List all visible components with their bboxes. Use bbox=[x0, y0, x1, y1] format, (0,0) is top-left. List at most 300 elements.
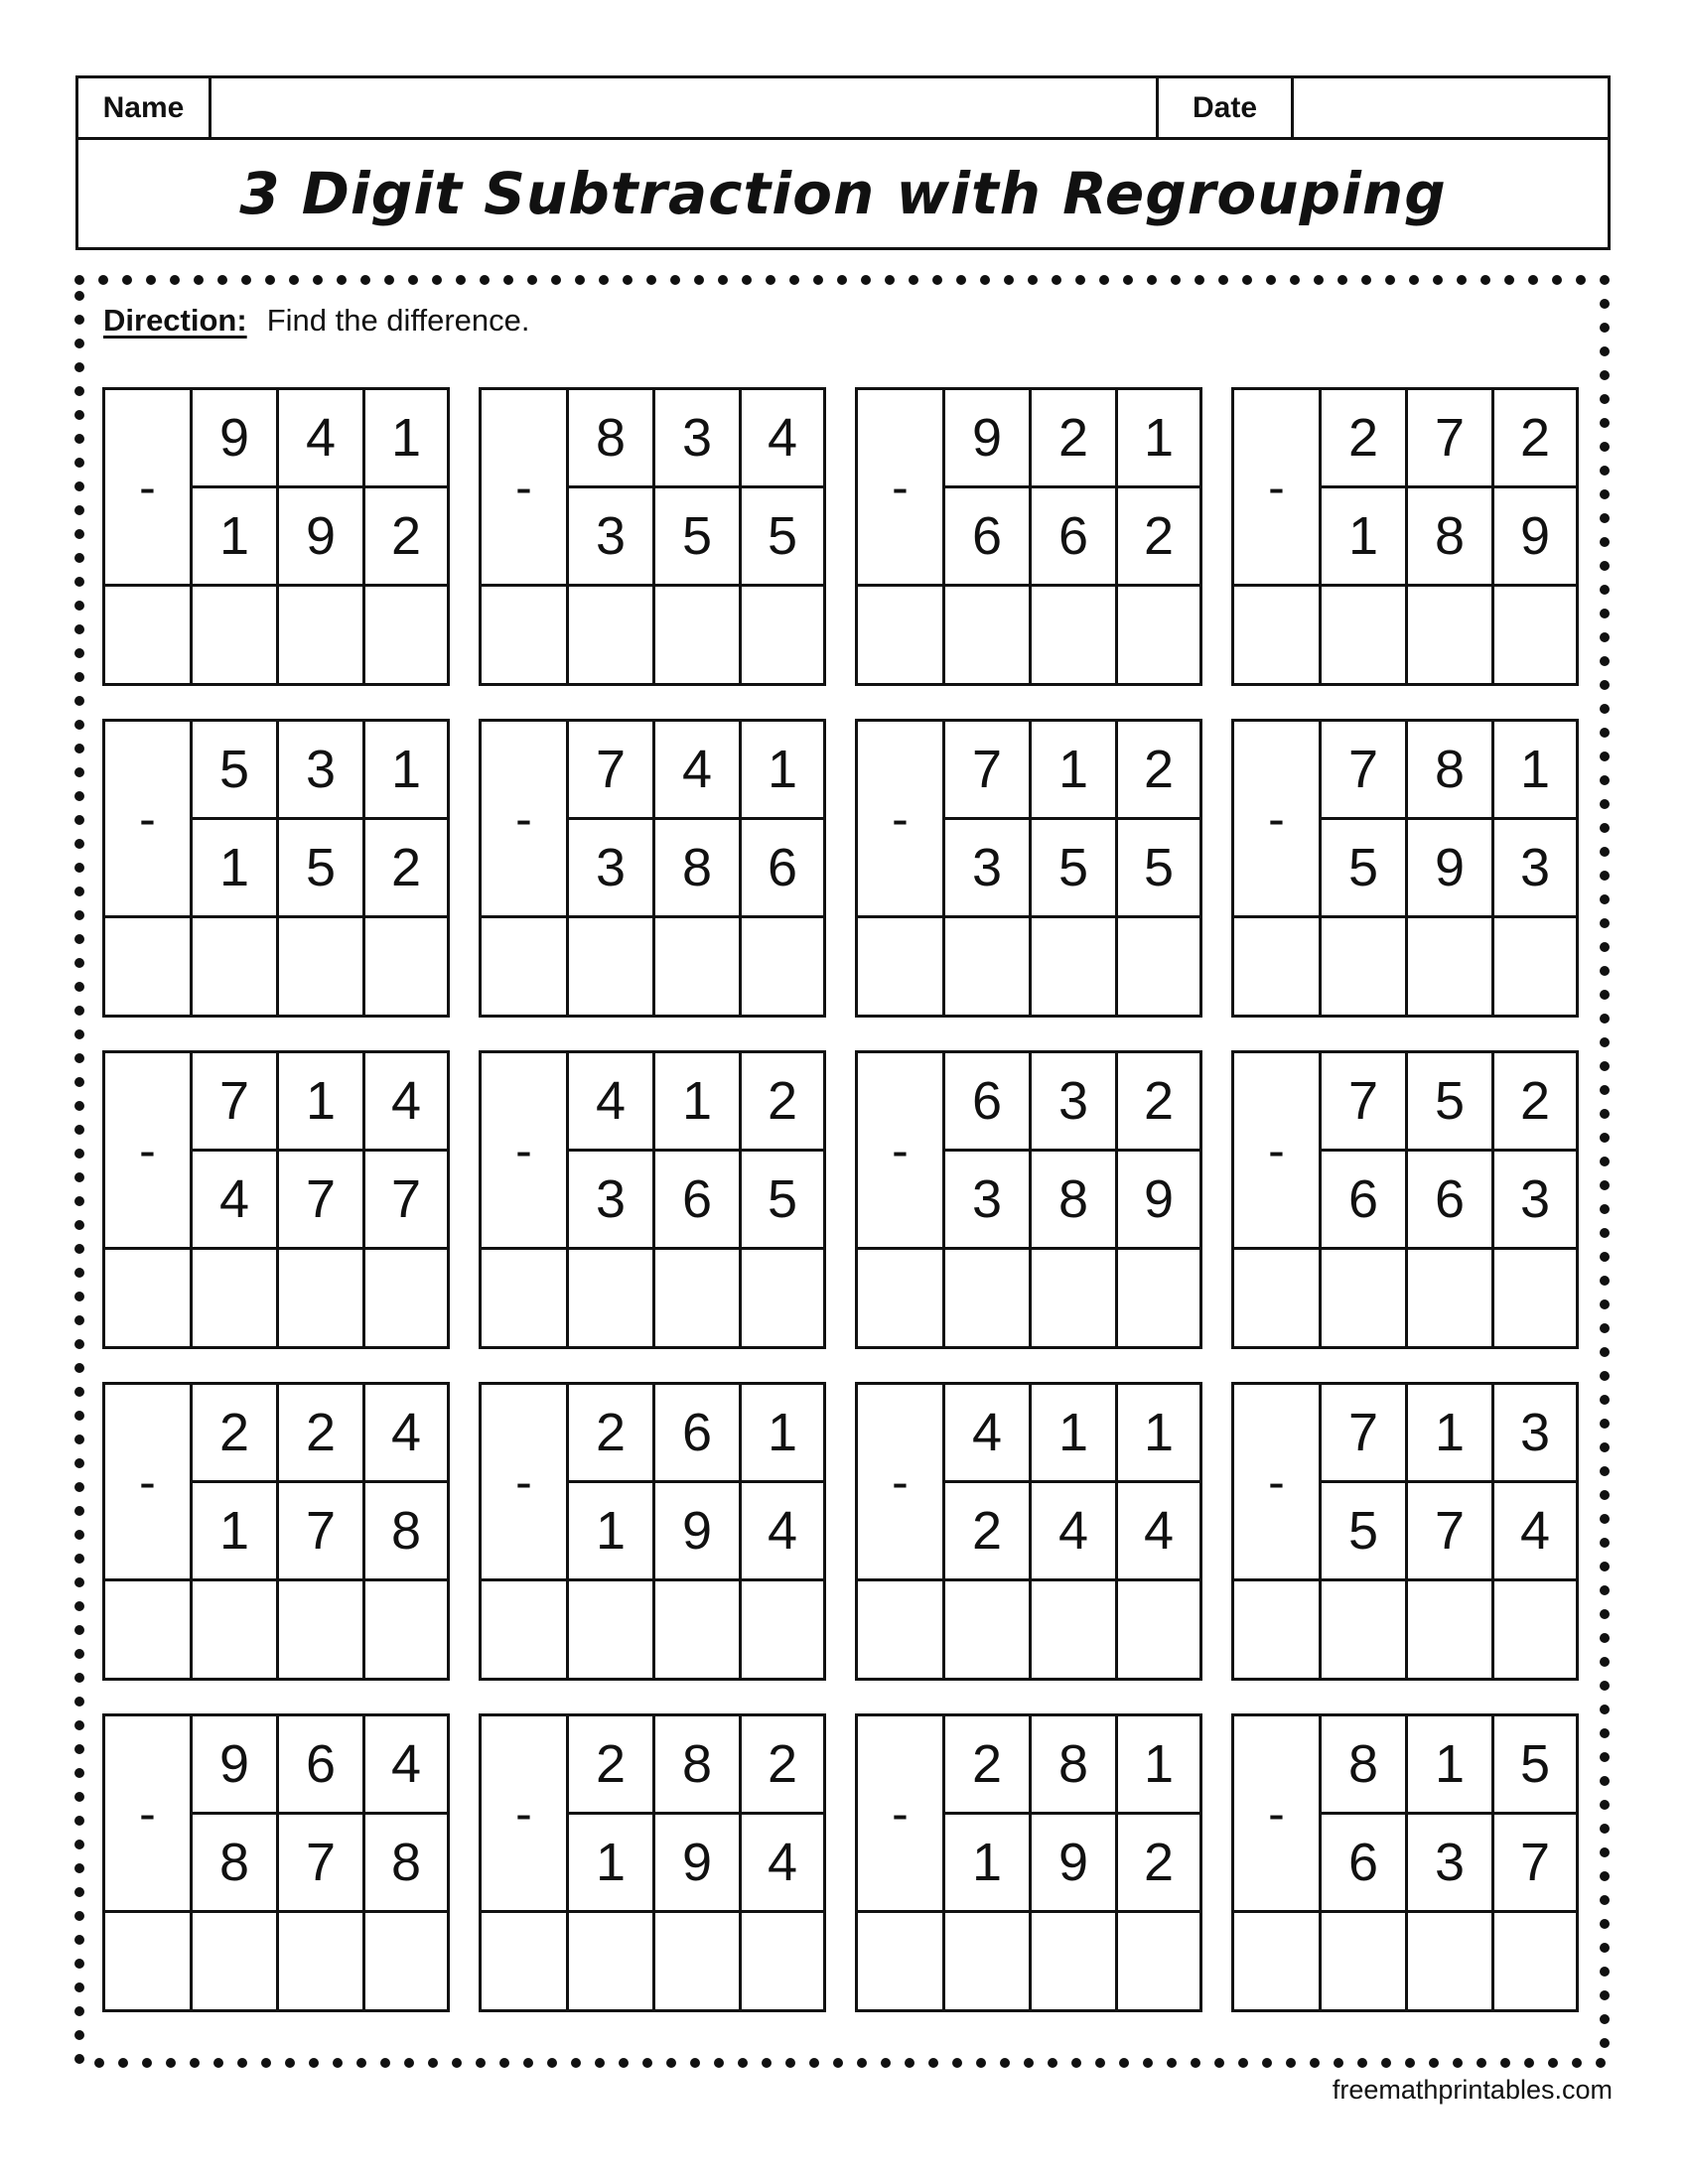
minus-sign: - bbox=[858, 722, 945, 918]
answer-cell[interactable] bbox=[858, 1250, 945, 1346]
answer-cell[interactable] bbox=[482, 1250, 569, 1346]
answer-cell[interactable] bbox=[482, 1581, 569, 1678]
minus-sign: - bbox=[858, 1385, 945, 1581]
subtrahend-digit: 2 bbox=[390, 838, 422, 897]
minus-sign: - bbox=[1234, 722, 1322, 918]
answer-cell[interactable] bbox=[655, 587, 742, 683]
answer-cell[interactable] bbox=[1032, 1581, 1118, 1678]
minuend-digit: 5 bbox=[193, 722, 279, 817]
answer-cell[interactable] bbox=[1494, 587, 1576, 683]
minuend-digit: 2 bbox=[193, 1385, 279, 1480]
answer-cell[interactable] bbox=[193, 1581, 279, 1678]
subtrahend-digit: 1 bbox=[193, 488, 279, 584]
minuend-row bbox=[945, 390, 1199, 488]
minuend-digit: 7 bbox=[1322, 1053, 1408, 1149]
subtrahend-digit: 8 bbox=[1032, 1152, 1118, 1247]
minuend-digit: 1 bbox=[1143, 408, 1175, 468]
subtrahend-digit: 9 bbox=[1519, 506, 1551, 566]
subtrahend-digit: 7 bbox=[1519, 1833, 1551, 1892]
problem-box bbox=[102, 1713, 450, 2012]
subtrahend-row bbox=[193, 488, 447, 587]
subtrahend-row bbox=[945, 488, 1199, 587]
minuend-row bbox=[193, 390, 447, 488]
subtrahend-digit: 5 bbox=[655, 488, 742, 584]
answer-cell[interactable] bbox=[482, 587, 569, 683]
answer-cell[interactable] bbox=[1032, 918, 1118, 1015]
answer-cell[interactable] bbox=[569, 1250, 655, 1346]
subtrahend-digit: 6 bbox=[1408, 1152, 1494, 1247]
answer-cell[interactable] bbox=[365, 918, 447, 1015]
minuend-digit: 9 bbox=[945, 390, 1032, 485]
subtrahend-digit: 6 bbox=[945, 488, 1032, 584]
answer-cell[interactable] bbox=[365, 587, 447, 683]
subtrahend-digit: 5 bbox=[767, 506, 798, 566]
answer-cell[interactable] bbox=[1118, 1913, 1199, 2009]
minuend-digit: 1 bbox=[655, 1053, 742, 1149]
date-label: Date bbox=[1159, 78, 1294, 137]
answer-cell[interactable] bbox=[655, 918, 742, 1015]
minus-sign: - bbox=[1234, 1385, 1322, 1581]
answer-cell[interactable] bbox=[1494, 918, 1576, 1015]
minuend-row bbox=[569, 722, 823, 820]
answer-cell[interactable] bbox=[1118, 1581, 1199, 1678]
answer-cell[interactable] bbox=[858, 1913, 945, 2009]
answer-cell[interactable] bbox=[279, 1913, 365, 2009]
subtrahend-digit: 7 bbox=[390, 1169, 422, 1229]
answer-row bbox=[105, 918, 447, 1015]
subtrahend-digit: 8 bbox=[390, 1501, 422, 1561]
subtrahend-row bbox=[193, 1815, 447, 1913]
subtrahend-digit: 5 bbox=[279, 820, 365, 915]
subtrahend-digit: 6 bbox=[1322, 1815, 1408, 1910]
answer-cell[interactable] bbox=[1234, 1913, 1322, 2009]
minuend-row bbox=[193, 1053, 447, 1152]
problem-box bbox=[102, 719, 450, 1018]
answer-cell[interactable] bbox=[279, 1581, 365, 1678]
answer-row bbox=[482, 1581, 823, 1678]
minuend-digit: 4 bbox=[569, 1053, 655, 1149]
problem-box bbox=[479, 387, 826, 686]
answer-row bbox=[482, 918, 823, 1015]
answer-row bbox=[858, 1913, 1199, 2009]
subtrahend-digit: 5 bbox=[1032, 820, 1118, 915]
subtrahend-digit: 9 bbox=[1143, 1169, 1175, 1229]
problem-box bbox=[855, 387, 1202, 686]
answer-cell[interactable] bbox=[742, 1913, 823, 2009]
minuend-digit: 4 bbox=[655, 722, 742, 817]
answer-cell[interactable] bbox=[105, 1250, 193, 1346]
minuend-digit: 2 bbox=[1143, 1071, 1175, 1131]
answer-cell[interactable] bbox=[1234, 587, 1322, 683]
subtrahend-digit: 2 bbox=[390, 506, 422, 566]
minus-sign: - bbox=[482, 722, 569, 918]
answer-cell[interactable] bbox=[482, 1913, 569, 2009]
subtrahend-digit: 8 bbox=[655, 820, 742, 915]
minuend-digit: 1 bbox=[1032, 1385, 1118, 1480]
answer-cell[interactable] bbox=[193, 1913, 279, 2009]
minuend-digit: 3 bbox=[1519, 1403, 1551, 1462]
subtrahend-row bbox=[945, 1483, 1199, 1581]
minuend-row bbox=[945, 1716, 1199, 1815]
answer-cell[interactable] bbox=[945, 1581, 1032, 1678]
answer-cell[interactable] bbox=[1408, 918, 1494, 1015]
minuend-digit: 1 bbox=[1032, 722, 1118, 817]
minus-sign: - bbox=[105, 1716, 193, 1913]
subtrahend-digit: 3 bbox=[945, 1152, 1032, 1247]
answer-cell[interactable] bbox=[105, 1581, 193, 1678]
minus-sign: - bbox=[482, 390, 569, 587]
minuend-digit: 2 bbox=[569, 1716, 655, 1812]
subtrahend-digit: 1 bbox=[945, 1815, 1032, 1910]
minuend-digit: 4 bbox=[767, 408, 798, 468]
answer-cell[interactable] bbox=[365, 1581, 447, 1678]
answer-cell[interactable] bbox=[193, 918, 279, 1015]
direction-label: Direction: bbox=[103, 303, 247, 338]
answer-row bbox=[1234, 1581, 1576, 1678]
answer-cell[interactable] bbox=[279, 587, 365, 683]
answer-cell[interactable] bbox=[858, 587, 945, 683]
minuend-digit: 7 bbox=[193, 1053, 279, 1149]
answer-cell[interactable] bbox=[1322, 918, 1408, 1015]
problem-box bbox=[102, 387, 450, 686]
answer-row bbox=[105, 1913, 447, 2009]
subtrahend-digit: 4 bbox=[767, 1833, 798, 1892]
minuend-digit: 1 bbox=[390, 740, 422, 799]
answer-cell[interactable] bbox=[1118, 1250, 1199, 1346]
minuend-digit: 1 bbox=[279, 1053, 365, 1149]
minuend-digit: 7 bbox=[1322, 1385, 1408, 1480]
subtrahend-digit: 6 bbox=[1322, 1152, 1408, 1247]
subtrahend-digit: 5 bbox=[1143, 838, 1175, 897]
answer-cell[interactable] bbox=[945, 918, 1032, 1015]
answer-cell[interactable] bbox=[1494, 1581, 1576, 1678]
answer-cell[interactable] bbox=[945, 1913, 1032, 2009]
subtrahend-row bbox=[1322, 820, 1576, 918]
subtrahend-digit: 4 bbox=[193, 1152, 279, 1247]
subtrahend-digit: 6 bbox=[1032, 488, 1118, 584]
subtrahend-row bbox=[569, 1483, 823, 1581]
subtrahend-row bbox=[1322, 1815, 1576, 1913]
minuend-digit: 6 bbox=[945, 1053, 1032, 1149]
answer-cell[interactable] bbox=[1234, 1581, 1322, 1678]
subtrahend-row bbox=[945, 820, 1199, 918]
answer-cell[interactable] bbox=[655, 1250, 742, 1346]
minuend-row bbox=[1322, 1053, 1576, 1152]
subtrahend-row bbox=[193, 1483, 447, 1581]
minuend-row bbox=[569, 390, 823, 488]
answer-row bbox=[858, 1581, 1199, 1678]
answer-cell[interactable] bbox=[1032, 587, 1118, 683]
minus-sign: - bbox=[482, 1053, 569, 1250]
subtrahend-digit: 1 bbox=[1322, 488, 1408, 584]
minuend-digit: 4 bbox=[279, 390, 365, 485]
name-label: Name bbox=[78, 78, 211, 137]
subtrahend-row bbox=[945, 1815, 1199, 1913]
answer-row bbox=[482, 1250, 823, 1346]
minuend-digit: 3 bbox=[655, 390, 742, 485]
answer-cell[interactable] bbox=[1494, 1250, 1576, 1346]
subtrahend-digit: 1 bbox=[569, 1483, 655, 1578]
minus-sign: - bbox=[105, 722, 193, 918]
minuend-digit: 1 bbox=[767, 740, 798, 799]
answer-cell[interactable] bbox=[1408, 587, 1494, 683]
problem-box bbox=[102, 1382, 450, 1681]
answer-row bbox=[1234, 587, 1576, 683]
minuend-digit: 3 bbox=[1032, 1053, 1118, 1149]
answer-cell[interactable] bbox=[1408, 1913, 1494, 2009]
answer-cell[interactable] bbox=[1494, 1913, 1576, 2009]
answer-row bbox=[105, 1581, 447, 1678]
answer-cell[interactable] bbox=[1032, 1913, 1118, 2009]
minuend-digit: 9 bbox=[193, 390, 279, 485]
minuend-digit: 8 bbox=[1408, 722, 1494, 817]
subtrahend-row bbox=[569, 1152, 823, 1250]
answer-cell[interactable] bbox=[1322, 1913, 1408, 2009]
subtrahend-digit: 9 bbox=[655, 1815, 742, 1910]
subtrahend-digit: 7 bbox=[279, 1483, 365, 1578]
answer-cell[interactable] bbox=[569, 1581, 655, 1678]
minuend-digit: 1 bbox=[1519, 740, 1551, 799]
subtrahend-digit: 9 bbox=[1032, 1815, 1118, 1910]
answer-cell[interactable] bbox=[365, 1913, 447, 2009]
problem-box bbox=[855, 1382, 1202, 1681]
answer-row bbox=[105, 1250, 447, 1346]
subtrahend-digit: 3 bbox=[945, 820, 1032, 915]
subtrahend-digit: 8 bbox=[390, 1833, 422, 1892]
subtrahend-digit: 4 bbox=[1519, 1501, 1551, 1561]
answer-row bbox=[1234, 1250, 1576, 1346]
answer-row bbox=[858, 918, 1199, 1015]
minuend-digit: 7 bbox=[945, 722, 1032, 817]
minuend-digit: 8 bbox=[1032, 1716, 1118, 1812]
subtrahend-digit: 6 bbox=[655, 1152, 742, 1247]
minuend-digit: 4 bbox=[390, 1403, 422, 1462]
subtrahend-digit: 2 bbox=[945, 1483, 1032, 1578]
minuend-digit: 2 bbox=[279, 1385, 365, 1480]
subtrahend-digit: 2 bbox=[1143, 506, 1175, 566]
answer-cell[interactable] bbox=[1118, 587, 1199, 683]
answer-cell[interactable] bbox=[193, 587, 279, 683]
answer-cell[interactable] bbox=[742, 918, 823, 1015]
subtrahend-row bbox=[1322, 1483, 1576, 1581]
subtrahend-digit: 9 bbox=[1408, 820, 1494, 915]
answer-cell[interactable] bbox=[105, 587, 193, 683]
minuend-digit: 6 bbox=[655, 1385, 742, 1480]
answer-cell[interactable] bbox=[105, 918, 193, 1015]
subtrahend-digit: 2 bbox=[1143, 1833, 1175, 1892]
worksheet-title: 3 Digit Subtraction with Regrouping bbox=[239, 160, 1447, 227]
minuend-digit: 5 bbox=[1408, 1053, 1494, 1149]
problem-box bbox=[855, 719, 1202, 1018]
subtrahend-row bbox=[569, 820, 823, 918]
answer-cell[interactable] bbox=[742, 587, 823, 683]
subtrahend-digit: 3 bbox=[1519, 838, 1551, 897]
minuend-digit: 8 bbox=[655, 1716, 742, 1812]
subtrahend-digit: 9 bbox=[279, 488, 365, 584]
minuend-digit: 4 bbox=[390, 1071, 422, 1131]
subtrahend-digit: 7 bbox=[279, 1815, 365, 1910]
minuend-digit: 2 bbox=[945, 1716, 1032, 1812]
answer-cell[interactable] bbox=[279, 918, 365, 1015]
subtrahend-digit: 1 bbox=[193, 820, 279, 915]
minuend-row bbox=[193, 1716, 447, 1815]
answer-cell[interactable] bbox=[742, 1250, 823, 1346]
answer-cell[interactable] bbox=[945, 587, 1032, 683]
minuend-row bbox=[945, 722, 1199, 820]
subtrahend-row bbox=[193, 820, 447, 918]
answer-cell[interactable] bbox=[655, 1581, 742, 1678]
minuend-digit: 2 bbox=[1519, 1071, 1551, 1131]
minuend-digit: 2 bbox=[1143, 740, 1175, 799]
problem-box bbox=[855, 1713, 1202, 2012]
minus-sign: - bbox=[105, 1053, 193, 1250]
subtrahend-digit: 3 bbox=[1519, 1169, 1551, 1229]
problem-box bbox=[479, 1050, 826, 1349]
direction-text: Find the difference. bbox=[266, 303, 530, 338]
minuend-digit: 2 bbox=[1322, 390, 1408, 485]
subtrahend-digit: 3 bbox=[569, 488, 655, 584]
subtrahend-digit: 5 bbox=[1322, 1483, 1408, 1578]
minuend-row bbox=[193, 722, 447, 820]
problem-box bbox=[1231, 1713, 1579, 2012]
problem-box bbox=[479, 1713, 826, 2012]
minuend-digit: 3 bbox=[279, 722, 365, 817]
minuend-digit: 2 bbox=[1519, 408, 1551, 468]
minuend-digit: 7 bbox=[1322, 722, 1408, 817]
minus-sign: - bbox=[858, 390, 945, 587]
subtrahend-row bbox=[1322, 488, 1576, 587]
subtrahend-digit: 7 bbox=[1408, 1483, 1494, 1578]
answer-cell[interactable] bbox=[1322, 587, 1408, 683]
minus-sign: - bbox=[858, 1716, 945, 1913]
minuend-digit: 7 bbox=[569, 722, 655, 817]
answer-row bbox=[1234, 1913, 1576, 2009]
minuend-row bbox=[1322, 1716, 1576, 1815]
subtrahend-digit: 3 bbox=[569, 820, 655, 915]
subtrahend-digit: 3 bbox=[1408, 1815, 1494, 1910]
problem-box bbox=[102, 1050, 450, 1349]
minuend-row bbox=[1322, 1385, 1576, 1483]
minus-sign: - bbox=[482, 1716, 569, 1913]
minus-sign: - bbox=[105, 390, 193, 587]
problem-box bbox=[855, 1050, 1202, 1349]
minuend-row bbox=[1322, 390, 1576, 488]
subtrahend-digit: 7 bbox=[279, 1152, 365, 1247]
answer-row bbox=[858, 1250, 1199, 1346]
minuend-digit: 8 bbox=[1322, 1716, 1408, 1812]
subtrahend-digit: 5 bbox=[1322, 820, 1408, 915]
minuend-digit: 8 bbox=[569, 390, 655, 485]
minuend-row bbox=[945, 1053, 1199, 1152]
minus-sign: - bbox=[858, 1053, 945, 1250]
minuend-digit: 5 bbox=[1519, 1734, 1551, 1794]
minuend-digit: 1 bbox=[1143, 1403, 1175, 1462]
subtrahend-digit: 5 bbox=[767, 1169, 798, 1229]
minuend-digit: 1 bbox=[1408, 1716, 1494, 1812]
answer-cell[interactable] bbox=[742, 1581, 823, 1678]
footer-site: freemathprintables.com bbox=[1332, 2075, 1613, 2105]
minuend-row bbox=[569, 1053, 823, 1152]
minuend-digit: 1 bbox=[390, 408, 422, 468]
minus-sign: - bbox=[1234, 1053, 1322, 1250]
answer-cell[interactable] bbox=[655, 1913, 742, 2009]
minuend-digit: 7 bbox=[1408, 390, 1494, 485]
subtrahend-digit: 4 bbox=[1032, 1483, 1118, 1578]
subtrahend-digit: 8 bbox=[1408, 488, 1494, 584]
minuend-digit: 2 bbox=[767, 1734, 798, 1794]
minuend-row bbox=[569, 1716, 823, 1815]
answer-cell[interactable] bbox=[482, 918, 569, 1015]
minuend-row bbox=[569, 1385, 823, 1483]
subtrahend-row bbox=[945, 1152, 1199, 1250]
minuend-digit: 1 bbox=[1143, 1734, 1175, 1794]
minuend-digit: 2 bbox=[1032, 390, 1118, 485]
answer-cell[interactable] bbox=[569, 587, 655, 683]
subtrahend-digit: 8 bbox=[193, 1815, 279, 1910]
answer-cell[interactable] bbox=[1234, 1250, 1322, 1346]
minuend-digit: 4 bbox=[390, 1734, 422, 1794]
answer-cell[interactable] bbox=[1408, 1581, 1494, 1678]
minuend-digit: 6 bbox=[279, 1716, 365, 1812]
subtrahend-digit: 1 bbox=[193, 1483, 279, 1578]
answer-cell[interactable] bbox=[1234, 918, 1322, 1015]
problem-box bbox=[479, 719, 826, 1018]
answer-cell[interactable] bbox=[569, 918, 655, 1015]
answer-row bbox=[105, 587, 447, 683]
problem-box bbox=[1231, 719, 1579, 1018]
minus-sign: - bbox=[482, 1385, 569, 1581]
minuend-digit: 4 bbox=[945, 1385, 1032, 1480]
answer-cell[interactable] bbox=[1118, 918, 1199, 1015]
subtrahend-row bbox=[569, 1815, 823, 1913]
subtrahend-digit: 3 bbox=[569, 1152, 655, 1247]
problem-box bbox=[1231, 1382, 1579, 1681]
minuend-row bbox=[193, 1385, 447, 1483]
problem-box bbox=[479, 1382, 826, 1681]
subtrahend-row bbox=[1322, 1152, 1576, 1250]
answer-cell[interactable] bbox=[1408, 1250, 1494, 1346]
answer-row bbox=[482, 587, 823, 683]
answer-row bbox=[1234, 918, 1576, 1015]
answer-cell[interactable] bbox=[279, 1250, 365, 1346]
subtrahend-digit: 6 bbox=[767, 838, 798, 897]
subtrahend-digit: 9 bbox=[655, 1483, 742, 1578]
answer-cell[interactable] bbox=[193, 1250, 279, 1346]
minuend-digit: 9 bbox=[193, 1716, 279, 1812]
answer-cell[interactable] bbox=[105, 1913, 193, 2009]
subtrahend-row bbox=[193, 1152, 447, 1250]
subtrahend-digit: 4 bbox=[1143, 1501, 1175, 1561]
subtrahend-digit: 4 bbox=[767, 1501, 798, 1561]
answer-row bbox=[482, 1913, 823, 2009]
problem-box bbox=[1231, 1050, 1579, 1349]
minuend-row bbox=[945, 1385, 1199, 1483]
subtrahend-digit: 1 bbox=[569, 1815, 655, 1910]
answer-cell[interactable] bbox=[1322, 1581, 1408, 1678]
minus-sign: - bbox=[105, 1385, 193, 1581]
answer-cell[interactable] bbox=[1322, 1250, 1408, 1346]
answer-cell[interactable] bbox=[858, 918, 945, 1015]
minus-sign: - bbox=[1234, 1716, 1322, 1913]
answer-cell[interactable] bbox=[945, 1250, 1032, 1346]
answer-cell[interactable] bbox=[365, 1250, 447, 1346]
answer-cell[interactable] bbox=[1032, 1250, 1118, 1346]
minuend-digit: 2 bbox=[569, 1385, 655, 1480]
problem-box bbox=[1231, 387, 1579, 686]
minuend-row bbox=[1322, 722, 1576, 820]
answer-cell[interactable] bbox=[858, 1581, 945, 1678]
answer-cell[interactable] bbox=[569, 1913, 655, 2009]
